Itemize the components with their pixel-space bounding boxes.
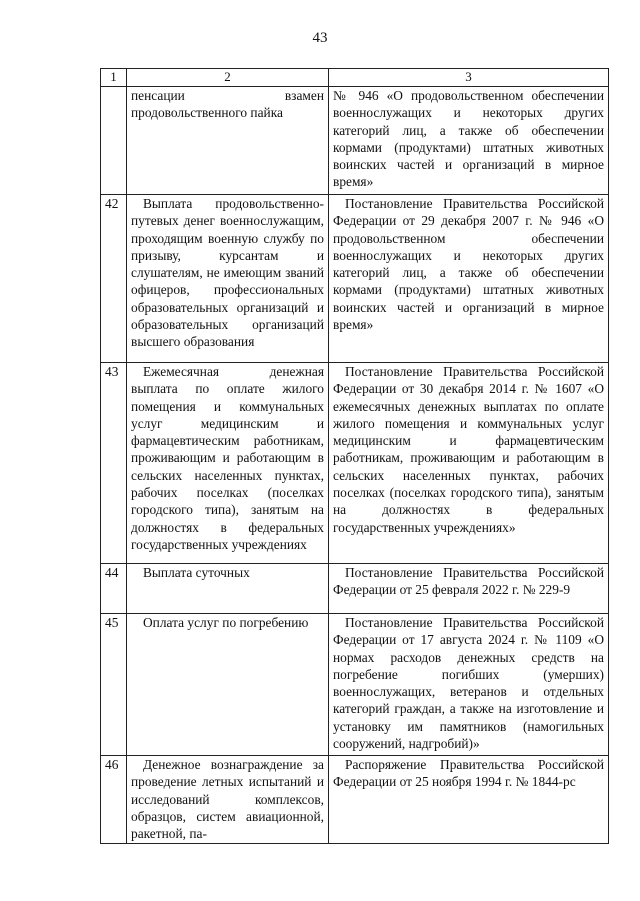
payment-type-cell: Ежемесячная денежная выплата по оплате жилого помещения и коммунальных услуг медицинским и фармацевтическим работникам, проживающим и работающим в сельских населенных пунктах, рабочих поселках (поселках городского типа), занятым на должностях в федеральных государственных учреждениях <box>127 363 329 564</box>
table-row <box>101 756 609 844</box>
row-number: 42 <box>101 195 127 363</box>
legal-basis-cell: Постановление Правительства Российской Федерации от 29 декабря 2007 г. № 946 «О продовольственном обеспечении военнослужащих и некоторых других категорий лиц, а также об обеспечении кормами (продуктами) штатных животных воинских частей и организаций в мирное время» <box>329 195 609 363</box>
header-cell-1: 1 <box>101 69 127 87</box>
legal-basis-cell: Постановление Правительства Российской Федерации от 25 февраля 2022 г. № 229-9 <box>329 564 609 614</box>
table-header-row <box>101 69 609 87</box>
payment-type-cell: Денежное вознаграждение за проведение летных испытаний и исследований комплексов, образцов, систем авиационной, ракетной, па- <box>127 756 329 844</box>
row-number: 44 <box>101 564 127 614</box>
table-row <box>101 195 609 363</box>
table-row <box>101 564 609 614</box>
legal-basis-cell: Распоряжение Правительства Российской Федерации от 25 ноября 1994 г. № 1844-рс <box>329 756 609 844</box>
payment-type-cell: пенсации взамен продовольственного пайка <box>127 87 329 195</box>
row-number: 43 <box>101 363 127 564</box>
row-number <box>101 87 127 195</box>
row-number: 45 <box>101 614 127 756</box>
page-number: 43 <box>312 30 328 46</box>
benefits-table <box>100 68 609 844</box>
legal-basis-cell: Постановление Правительства Российской Федерации от 17 августа 2024 г. № 1109 «О нормах расходов денежных средств на погребение погибших (умерших) военнослужащих, ветеранов и отдельных категорий граждан, а также на изготовление и установку им памятников (намогильных сооружений, надгробий)» <box>329 614 609 756</box>
legal-basis-cell: Постановление Правительства Российской Федерации от 30 декабря 2014 г. № 1607 «О ежемесячных денежных выплатах по оплате жилого помещения и коммунальных услуг медицинским и фармацевтическим работникам, проживающим и работающим в сельских населенных пунктах, рабочих поселках (поселках городского типа), занятым на должностях в федеральных государственных учреждениях» <box>329 363 609 564</box>
row-number: 46 <box>101 756 127 844</box>
table-row <box>101 363 609 564</box>
header-cell-3: 3 <box>329 69 609 87</box>
header-cell-2: 2 <box>127 69 329 87</box>
payment-type-cell: Выплата продовольственно-путевых денег военнослужащим, проходящим военную службу по призыву, курсантам и слушателям, не имеющим званий офицеров, профессиональных образовательных организаций и образовательных организаций высшего образования <box>127 195 329 363</box>
legal-basis-cell: № 946 «О продовольственном обеспечении военнослужащих и некоторых других категорий лиц, а также об обеспечении кормами (продуктами) штатных животных воинских частей и организаций в мирное время» <box>329 87 609 195</box>
table-row <box>101 614 609 756</box>
table-row <box>101 87 609 195</box>
payment-type-cell: Оплата услуг по погребению <box>127 614 329 756</box>
payment-type-cell: Выплата суточных <box>127 564 329 614</box>
